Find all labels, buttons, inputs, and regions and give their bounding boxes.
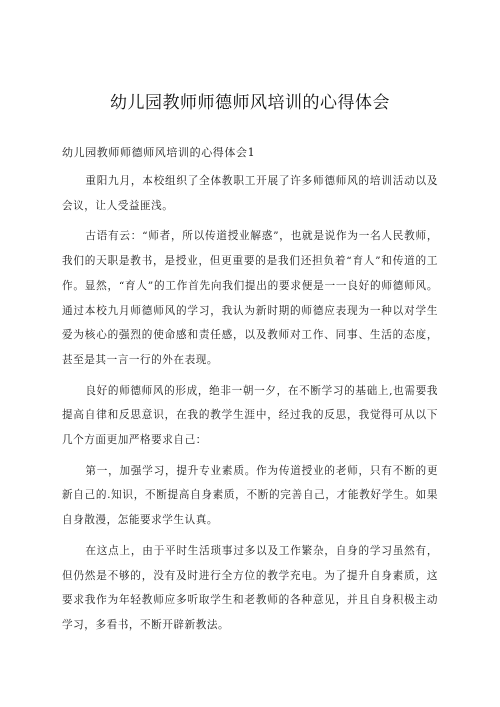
paragraph-4: 第一，加强学习，提升专业素质。作为传道授业的老师，只有不断的更新自己的.知识，不断提高自身素质，不断的完善自己，才能教好学生。如果自身散漫，怎能要求学生认真。 [62,464,438,527]
body-text [62,169,438,644]
paragraph-2: 古语有云：“师者，所以传道授业解惑”，也就是说作为一名人民教师，我们的天职是教书，是授业，但更重要的是我们还担负着“育人”和传道的工作。显然，“育人”的工作首先向我们提出的要求便是一一良好的师德师风。通过本校九月师德师风的学习，我认为新时期的师德应表现为一种以对学生爱为核心的强烈的使命感和责任感，以及教师对工作、同事、生活的态度，甚至是其一言一行的外在表现。 [62,230,438,366]
section-heading: 幼儿园教师师德师风培训的心得体会1 [62,146,256,159]
paragraph-5: 在这点上，由于平时生活琐事过多以及工作繁杂，自身的学习虽然有，但仍然是不够的，没有及时进行全方位的教学充电。为了提升自身素质，这要求我作为年轻教师应多听取学生和老教师的各种意见，并且自身积极主动学习，多看书，不断开辟新教法。 [62,544,438,631]
page-title: 幼儿园教师师德师风培训的心得体会 [110,93,390,113]
paragraph-3: 良好的师德师风的形成，绝非一朝一夕，在不断学习的基础上,也需要我提高自律和反思意识，在我的教学生涯中，经过我的反思，我觉得可从以下几个方面更加严格要求自己： [62,384,438,447]
paragraph-1: 重阳九月，本校组织了全体教职工开展了许多师德师风的培训活动以及会议，让人受益匪浅。 [62,175,438,212]
